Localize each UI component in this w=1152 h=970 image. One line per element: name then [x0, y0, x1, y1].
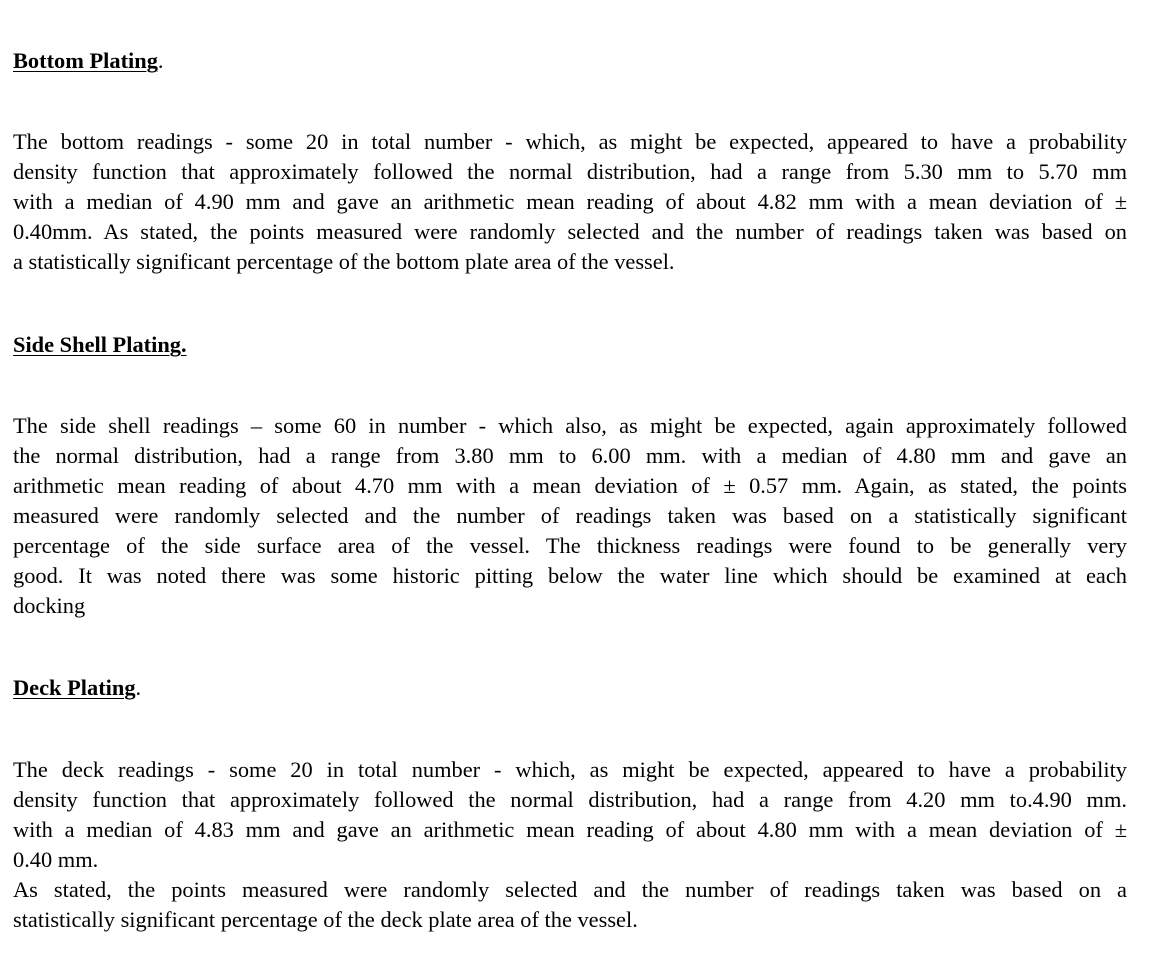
paragraph-line: good. It was noted there was some historic pitting below the water line which should be examined at each [13, 563, 1127, 588]
paragraph-line: with a median of 4.90 mm and gave an arithmetic mean reading of about 4.82 mm with a mean deviation of ± [13, 189, 1127, 214]
paragraph-line: arithmetic mean reading of about 4.70 mm with a mean deviation of ± 0.57 mm. Again, as stated, the points [13, 473, 1127, 498]
heading-text: Bottom Plating [13, 48, 158, 73]
paragraph-line: statistically significant percentage of the deck plate area of the vessel. [13, 907, 638, 932]
paragraph-line: a statistically significant percentage of the bottom plate area of the vessel. [13, 249, 675, 274]
heading-text: Side Shell Plating [13, 332, 181, 357]
paragraph-line: The bottom readings - some 20 in total number - which, as might be expected, appeared to have a probability [13, 129, 1127, 154]
heading-text: Deck Plating [13, 675, 136, 700]
heading-trail: . [180, 332, 187, 357]
paragraph-line: with a median of 4.83 mm and gave an arithmetic mean reading of about 4.80 mm with a mean deviation of ± [13, 817, 1127, 842]
paragraph-line: measured were randomly selected and the number of readings taken was based on a statistically significant [13, 503, 1127, 528]
section-heading-bottom-plating [13, 46, 164, 76]
paragraph-line: density function that approximately followed the normal distribution, had a range from 5.30 mm to 5.70 mm [13, 159, 1127, 184]
paragraph-line: density function that approximately followed the normal distribution, had a range from 4.20 mm to.4.90 mm. [13, 787, 1127, 812]
heading-trail: . [135, 675, 142, 700]
paragraph-bottom-plating [13, 127, 1127, 277]
paragraph-deck-plating [13, 755, 1127, 935]
paragraph-line: the normal distribution, had a range from 3.80 mm to 6.00 mm. with a median of 4.80 mm and gave an [13, 443, 1127, 468]
paragraph-line: The deck readings - some 20 in total number - which, as might be expected, appeared to have a probability [13, 757, 1127, 782]
paragraph-line: The side shell readings – some 60 in number - which also, as might be expected, again approximately followed [13, 413, 1127, 438]
heading-trail: . [157, 48, 164, 73]
paragraph-line: 0.40mm. As stated, the points measured were randomly selected and the number of readings taken was based on [13, 219, 1127, 244]
section-heading-side-shell-plating [13, 330, 187, 360]
paragraph-line: docking [13, 593, 86, 618]
section-heading-deck-plating [13, 673, 141, 703]
paragraph-line: As stated, the points measured were randomly selected and the number of readings taken was based on a [13, 877, 1127, 902]
paragraph-side-shell-plating [13, 411, 1127, 621]
paragraph-line: percentage of the side surface area of the vessel. The thickness readings were found to be generally very [13, 533, 1127, 558]
paragraph-line: 0.40 mm. [13, 847, 99, 872]
